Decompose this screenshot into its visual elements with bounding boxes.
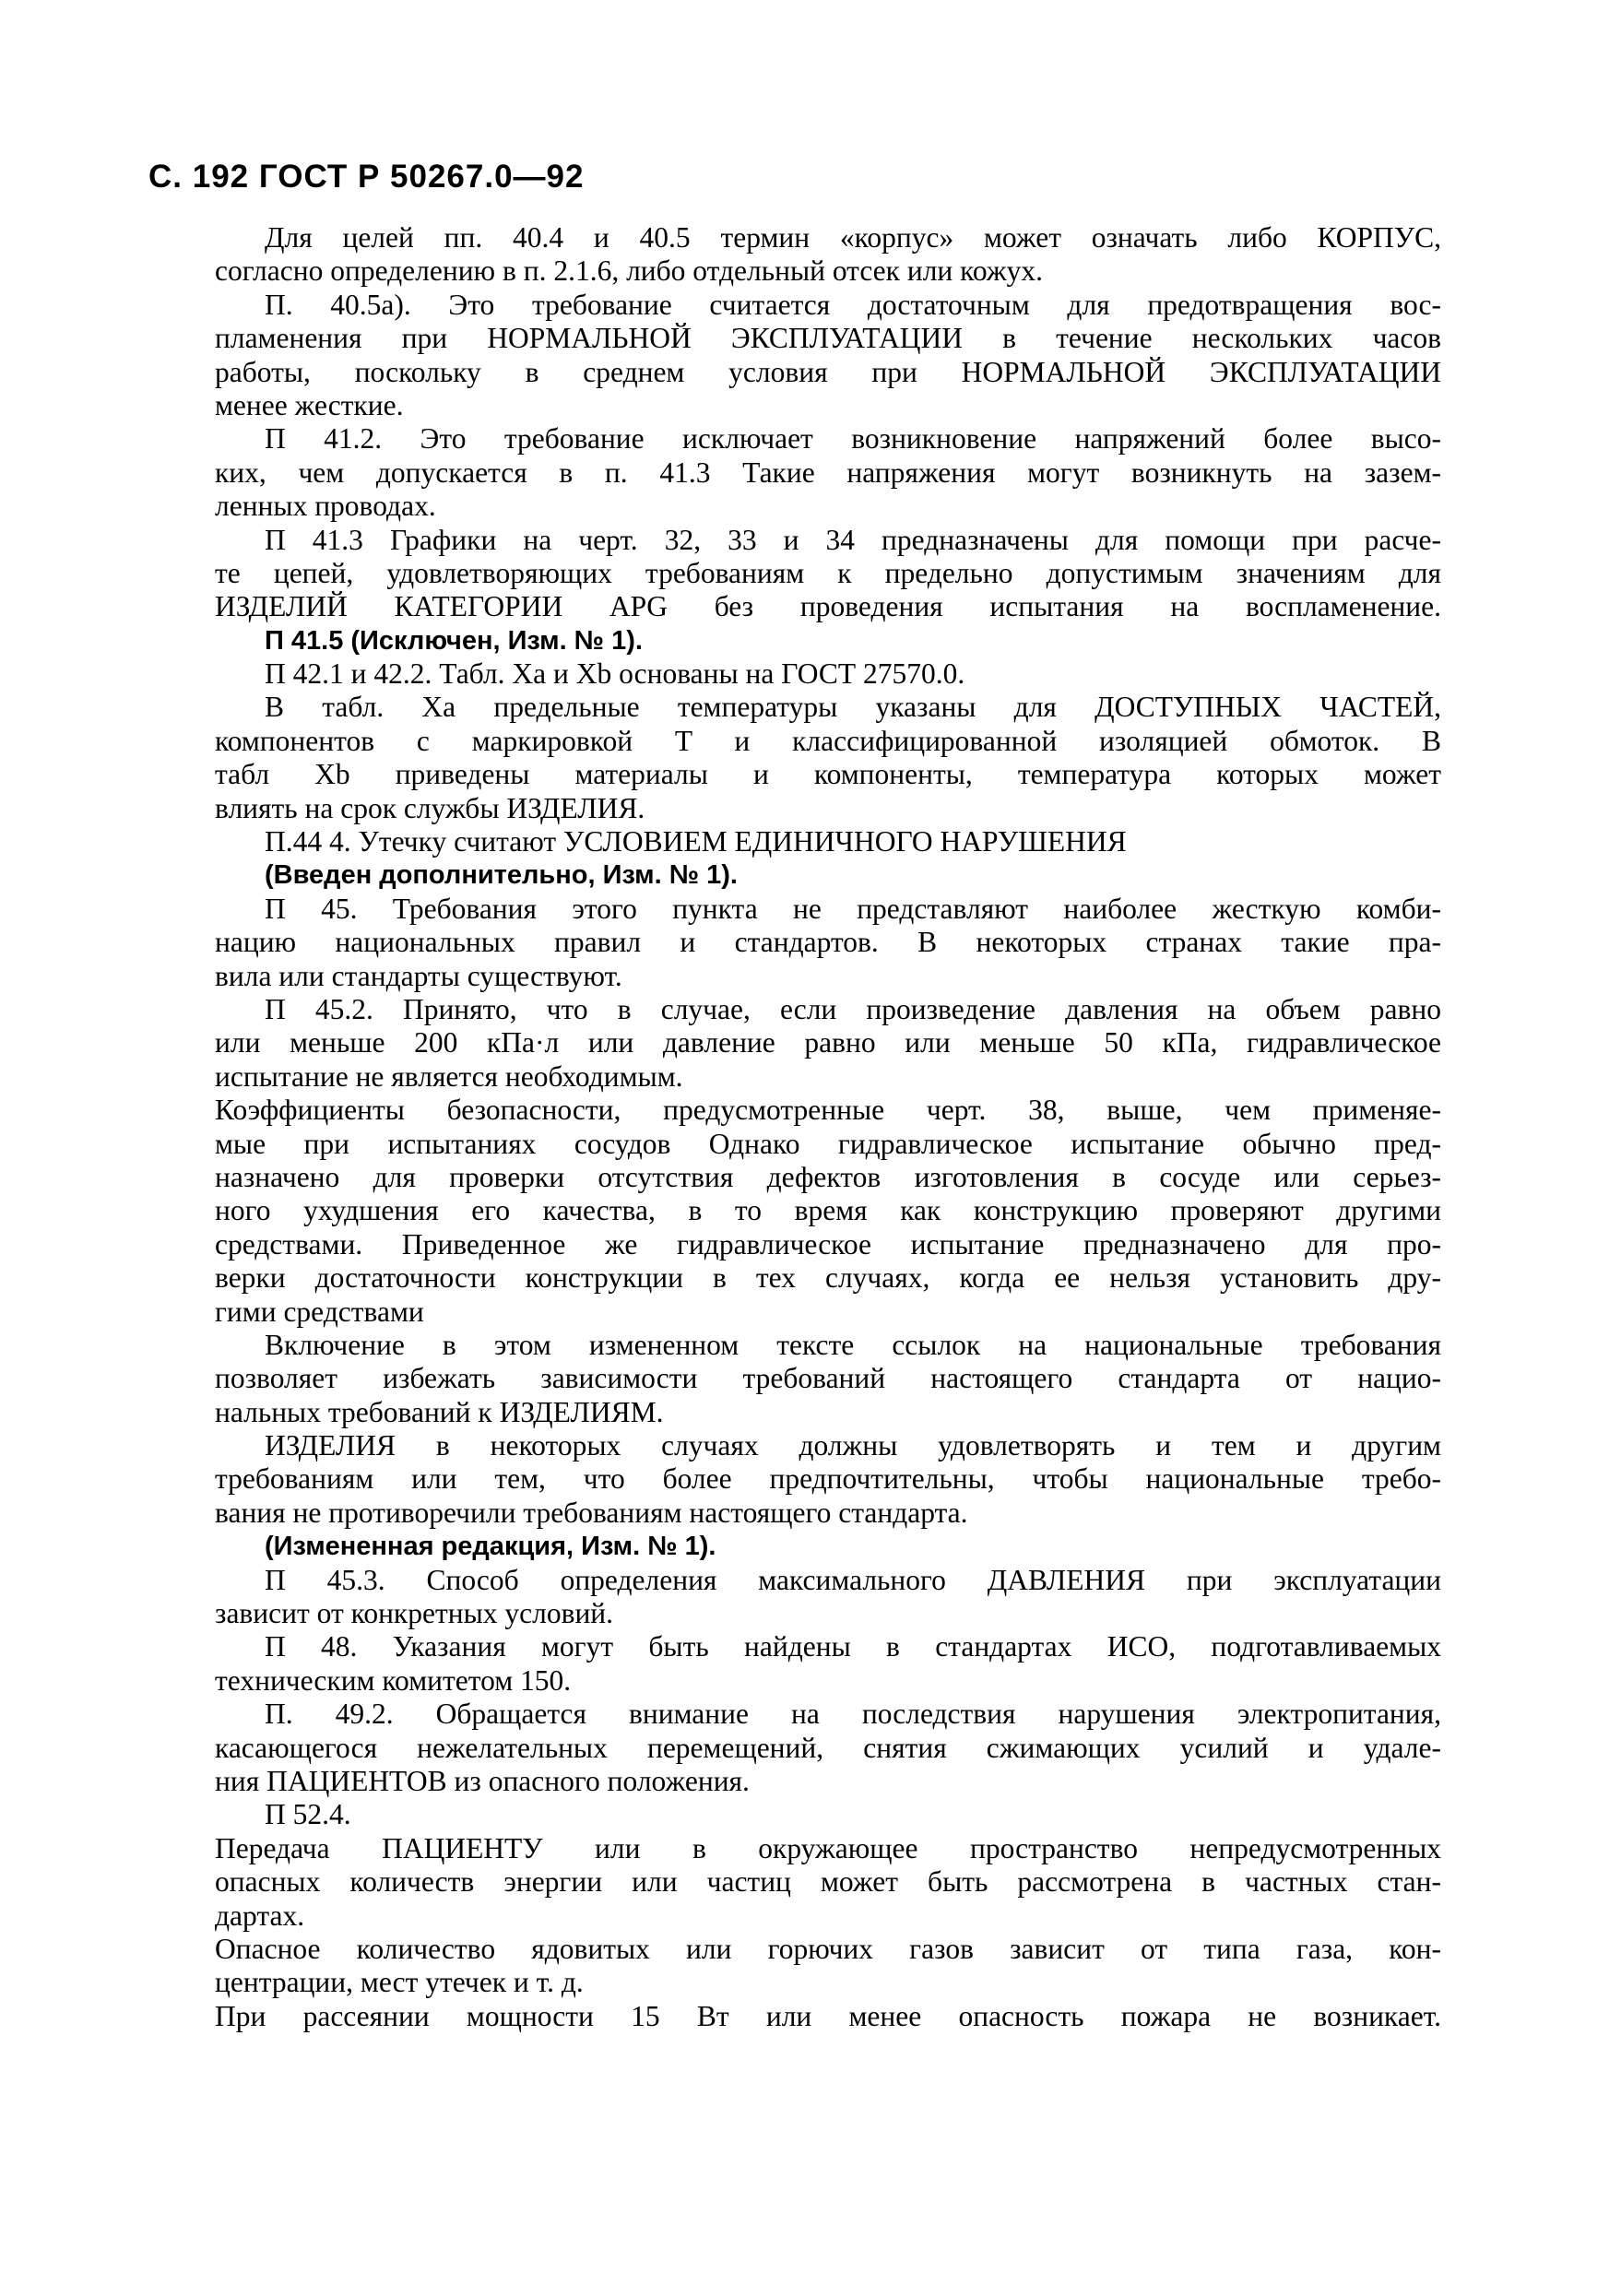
paragraph	[215, 893, 1441, 993]
text-line: центрации, мест утечек и т. д.	[215, 1966, 584, 1999]
document-body	[215, 221, 1441, 2033]
text-line: испытание не является необходимым.	[215, 1059, 683, 1093]
text-line: табл Xb приведены материалы и компоненты, температура которых может	[215, 758, 1441, 791]
text-line: Опасное количество ядовитых или горючих газов зависит от типа газа, кон-	[215, 1932, 1441, 1965]
text-line: П 41.3 Графики на черт. 32, 33 и 34 предназначены для помощи при расче-	[265, 523, 1441, 556]
text-line: П.44 4. Утечку считают УСЛОВИЕМ ЕДИНИЧНОГО НАРУШЕНИЯ	[265, 825, 1127, 858]
text-line: ИЗДЕЛИЙ КАТЕГОРИИ APG без проведения испытания на воспламенение.	[215, 590, 1441, 623]
text-line: П 45.3. Способ определения максимального ДАВЛЕНИЯ при эксплуатации	[265, 1563, 1441, 1596]
text-line: П 42.1 и 42.2. Табл. Xa и Xb основаны на ГОСТ 27570.0.	[265, 657, 965, 691]
text-line: Включение в этом измененном тексте ссылок на национальные требования	[265, 1328, 1441, 1361]
text-line: компонентов с маркировкой T и классифицированной изоляцией обмоток. В	[215, 724, 1441, 757]
paragraph	[215, 289, 1441, 423]
paragraph	[215, 221, 1441, 289]
text-line: (Измененная редакция, Изм. № 1).	[265, 1532, 716, 1562]
text-line: вания не противоречили требованиям настоящего стандарта.	[215, 1496, 968, 1529]
text-line: ного ухудшения его качества, в то время как конструкцию проверяют другими	[215, 1194, 1441, 1227]
text-line: касающегося нежелательных перемещений, снятия сжимающих усилий и удале-	[215, 1731, 1441, 1764]
text-line: П 45.2. Принято, что в случае, если произведение давления на объем равно	[265, 992, 1441, 1025]
text-line: позволяет избежать зависимости требований настоящего стандарта от нацио-	[215, 1362, 1441, 1395]
text-line: опасных количеств энергии или частиц может быть рассмотрена в частных стан-	[215, 1865, 1441, 1899]
text-line: П 48. Указания могут быть найдены в стандартах ИСО, подготавливаемых	[265, 1630, 1441, 1663]
paragraph	[215, 1429, 1441, 1530]
paragraph	[215, 1832, 1441, 1933]
text-line: средствами. Приведенное же гидравлическое испытание предназначено для про-	[215, 1227, 1441, 1260]
text-line: Для целей пп. 40.4 и 40.5 термин «корпус» может означать либо КОРПУС,	[265, 221, 1441, 254]
page-header: С. 192 ГОСТ Р 50267.0—92	[148, 159, 585, 195]
text-line: те цепей, удовлетворяющих требованиям к предельно допустимым значениям для	[215, 556, 1441, 589]
text-line: назначено для проверки отсутствия дефектов изготовления в сосуде или серьез-	[215, 1160, 1441, 1193]
paragraph	[215, 1798, 1441, 1831]
paragraph	[215, 1698, 1441, 1798]
paragraph	[215, 691, 1441, 825]
text-line: П 41.5 (Исключен, Изм. № 1).	[265, 625, 643, 656]
paragraph	[215, 1630, 1441, 1698]
text-line: П. 49.2. Обращается внимание на последствия нарушения электропитания,	[265, 1698, 1441, 1731]
paragraph	[215, 993, 1441, 1094]
text-line: ленных проводах.	[215, 490, 436, 523]
text-line: ких, чем допускается в п. 41.3 Такие напряжения могут возникнуть на зазем-	[215, 456, 1441, 489]
text-line: Коэффициенты безопасности, предусмотренные черт. 38, выше, чем применяе-	[215, 1094, 1441, 1127]
text-line: гими средствами	[215, 1295, 424, 1328]
text-line: П. 40.5а). Это требование считается достаточным для предотвращения вос-	[265, 288, 1441, 321]
paragraph	[215, 825, 1441, 893]
text-line: нальных требований к ИЗДЕЛИЯМ.	[215, 1395, 664, 1428]
paragraph	[215, 657, 1441, 691]
paragraph	[215, 422, 1441, 523]
text-line: влиять на срок службы ИЗДЕЛИЯ.	[215, 791, 645, 824]
text-line: В табл. Xa предельные температуры указаны для ДОСТУПНЫХ ЧАСТЕЙ,	[265, 691, 1441, 724]
text-line: требованиям или тем, что более предпочтительны, чтобы национальные требо-	[215, 1462, 1441, 1496]
paragraph	[215, 1530, 1441, 1563]
text-line: П 41.2. Это требование исключает возникновение напряжений более высо-	[265, 422, 1441, 456]
paragraph	[215, 1564, 1441, 1631]
text-line: техническим комитетом 150.	[215, 1663, 572, 1697]
text-line: П 52.4.	[265, 1798, 351, 1831]
text-line: менее жесткие.	[215, 388, 404, 421]
text-line: согласно определению в п. 2.1.6, либо отдельный отсек или кожух.	[215, 254, 1043, 288]
paragraph	[215, 624, 1441, 657]
paragraph	[215, 2000, 1441, 2033]
text-line: зависит от конкретных условий.	[215, 1597, 614, 1630]
text-line: П 45. Требования этого пункта не представляют наиболее жесткую комби-	[265, 892, 1441, 925]
text-line: (Введен дополнительно, Изм. № 1).	[265, 860, 738, 891]
text-line: верки достаточности конструкции в тех случаях, когда ее нельзя установить дру-	[215, 1261, 1441, 1295]
text-line: ИЗДЕЛИЯ в некоторых случаях должны удовлетворять и тем и другим	[265, 1429, 1441, 1462]
text-line: пламенения при НОРМАЛЬНОЙ ЭКСПЛУАТАЦИИ в течение нескольких часов	[215, 322, 1441, 355]
text-line: мые при испытаниях сосудов Однако гидравлическое испытание обычно пред-	[215, 1127, 1441, 1160]
text-line: дартах.	[215, 1899, 305, 1932]
text-line: вила или стандарты существуют.	[215, 959, 622, 992]
text-line: или меньше 200 кПа·л или давление равно или меньше 50 кПа, гидравлическое	[215, 1026, 1441, 1059]
paragraph	[215, 1094, 1441, 1329]
text-line: работы, поскольку в среднем условия при НОРМАЛЬНОЙ ЭКСПЛУАТАЦИИ	[215, 355, 1441, 388]
text-line: При рассеянии мощности 15 Вт или менее опасность пожара не возникает.	[215, 1999, 1441, 2032]
text-line: нацию национальных правил и стандартов. В некоторых странах такие пра-	[215, 926, 1441, 959]
text-line: Передача ПАЦИЕНТУ или в окружающее пространство непредусмотренных	[215, 1831, 1441, 1864]
text-line: ния ПАЦИЕНТОВ из опасного положения.	[215, 1764, 750, 1797]
paragraph	[215, 524, 1441, 624]
paragraph	[215, 1933, 1441, 2000]
paragraph	[215, 1329, 1441, 1429]
